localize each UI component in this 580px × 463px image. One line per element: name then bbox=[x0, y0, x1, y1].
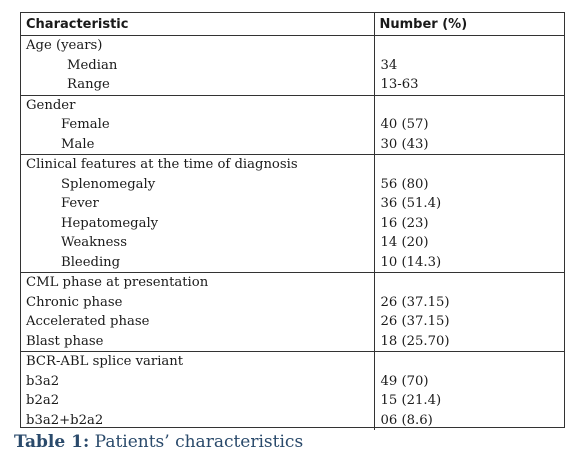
row-value: 16 (23) bbox=[374, 214, 564, 234]
empty-cell bbox=[374, 352, 564, 372]
row-value: 13-63 bbox=[374, 75, 564, 95]
empty-cell bbox=[374, 95, 564, 115]
row-label: Female bbox=[61, 117, 110, 132]
group-title-clinical-features: Clinical features at the time of diagnosis bbox=[26, 157, 298, 172]
group-title-row bbox=[21, 155, 564, 175]
row-label: b3a2+b2a2 bbox=[26, 412, 104, 428]
table-row bbox=[21, 75, 564, 95]
row-value: 30 (43) bbox=[374, 135, 564, 155]
header-characteristic: Characteristic bbox=[21, 13, 374, 36]
row-value: 06 (8.6) bbox=[374, 411, 564, 431]
row-label: Male bbox=[21, 135, 374, 155]
row-label: Chronic phase bbox=[26, 294, 123, 310]
group-title-row bbox=[21, 352, 564, 372]
row-label: Fever bbox=[61, 196, 99, 211]
row-label: Range bbox=[21, 75, 374, 95]
row-value: 18 (25.70) bbox=[374, 332, 564, 352]
header-number: Number (%) bbox=[374, 13, 564, 36]
group-title-row bbox=[21, 273, 564, 293]
table-row bbox=[21, 194, 564, 214]
table-row bbox=[21, 293, 564, 313]
table-row bbox=[21, 411, 564, 431]
row-label: b2a2 bbox=[26, 393, 60, 408]
table-row bbox=[21, 135, 564, 155]
row-label: Bleeding bbox=[21, 253, 374, 273]
row-value: 14 (20) bbox=[374, 233, 564, 253]
group-title-age: Age (years) bbox=[26, 38, 103, 53]
row-label: Hepatomegaly bbox=[61, 215, 159, 231]
row-label: Weakness bbox=[61, 235, 127, 250]
table-row bbox=[21, 233, 564, 253]
row-value: 26 (37.15) bbox=[374, 312, 564, 332]
row-value: 40 (57) bbox=[374, 115, 564, 135]
empty-cell bbox=[374, 155, 564, 175]
group-title-row bbox=[21, 95, 564, 115]
caption-text: Patients’ characteristics bbox=[94, 432, 304, 452]
group-title-cml-phase: CML phase at presentation bbox=[26, 275, 209, 290]
row-label: Accelerated phase bbox=[26, 314, 150, 329]
table-row bbox=[21, 372, 564, 392]
table-row bbox=[21, 175, 564, 195]
row-value: 15 (21.4) bbox=[374, 391, 564, 411]
patients-characteristics-table bbox=[21, 13, 564, 430]
row-value: 26 (37.15) bbox=[374, 293, 564, 313]
group-title-bcr-abl: BCR-ABL splice variant bbox=[26, 354, 184, 369]
table-row bbox=[21, 312, 564, 332]
table-header-row bbox=[21, 13, 564, 36]
table-row bbox=[21, 115, 564, 135]
row-value: 10 (14.3) bbox=[374, 253, 564, 273]
group-title-row bbox=[21, 36, 564, 56]
row-label: b3a2 bbox=[26, 373, 60, 389]
row-value: 36 (51.4) bbox=[374, 194, 564, 214]
table-caption bbox=[14, 432, 303, 452]
empty-cell bbox=[374, 273, 564, 293]
row-value: 49 (70) bbox=[374, 372, 564, 392]
caption-label: Table 1: bbox=[14, 432, 90, 452]
empty-cell bbox=[374, 36, 564, 56]
table-row bbox=[21, 391, 564, 411]
table-row bbox=[21, 214, 564, 234]
table-row bbox=[21, 253, 564, 273]
row-label: Blast phase bbox=[21, 332, 374, 352]
row-value: 34 bbox=[374, 56, 564, 76]
row-label: Median bbox=[67, 57, 118, 73]
patients-characteristics-table-frame bbox=[20, 12, 565, 428]
table-row bbox=[21, 56, 564, 76]
group-title-gender: Gender bbox=[26, 97, 76, 113]
row-value: 56 (80) bbox=[374, 175, 564, 195]
table-row bbox=[21, 332, 564, 352]
row-label: Splenomegaly bbox=[61, 176, 156, 192]
